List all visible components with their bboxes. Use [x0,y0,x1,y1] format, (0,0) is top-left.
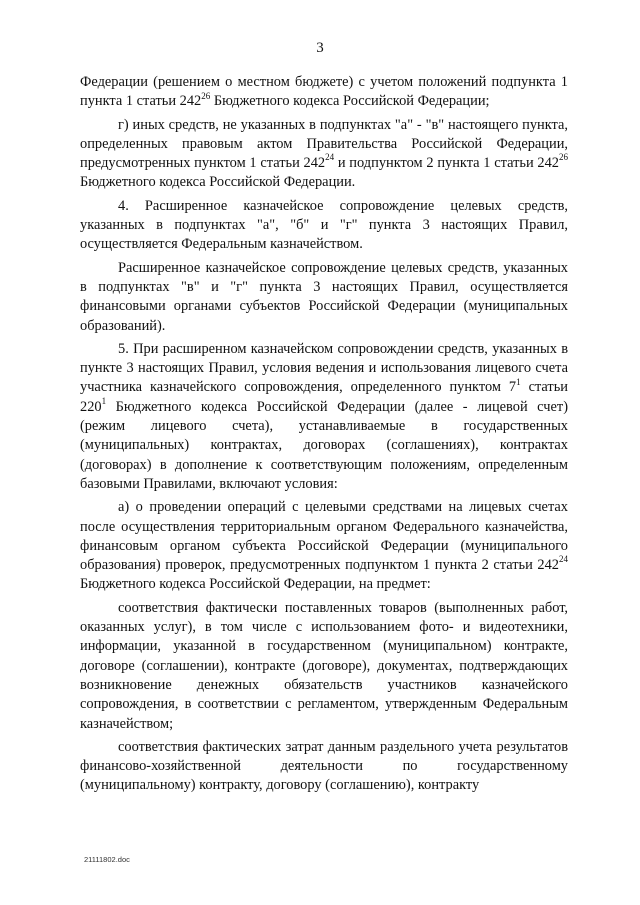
paragraph-compliance-costs: соответствия фактических затрат данным раздельного учета результатов финансово-хозяйственной деятельности по государственному (муниципальному) контракту, договору (соглашению), контракту [80,738,568,794]
paragraph-federation-decision: Федерации (решением о местном бюджете) с учетом положений подпункта 1 пункта 1 статьи $242^{26}$ Бюджетного кодекса Российской Федерации; [80,74,568,110]
paragraph-subitem-g: г) иных средств, не указанных в подпунктах "а" - "в" настоящего пункта, определенных правовым актом Правительства Российской Федерации, предусмотренных пунктом 1 статьи $242^{24}$ и подпунктом 2 пункта 1 статьи $242^{26}$ Бюджетного кодекса Российской Федерации. [80,116,568,191]
file-name-footer: 21111802.doc [84,855,130,864]
document-body [80,73,568,800]
paragraph-item-4-regional: Расширенное казначейское сопровождение целевых средств, указанных в подпунктах "в" и "г" пункта 3 настоящих Правил, осуществляется финансовыми органами субъектов Российской Федерации (муниципальных образований). [80,259,568,334]
paragraph-compliance-goods: соответствия фактически поставленных товаров (выполненных работ, оказанных услуг), в том числе с использованием фото- и видеотехники, информации, указанной в государственном (муниципальном) контракте, договоре (соглашении), контракте (договоре), документах, подтверждающих возникновение денежных обязательств участников казначейского сопровождения, в соответствии с регламентом, утвержденным Федеральным казначейством; [80,599,568,732]
paragraph-subitem-a: а) о проведении операций с целевыми средствами на лицевых счетах после осуществления территориальным органом Федерального казначейства, финансовым органом субъекта Российской Федерации (муниципального образования) проверок, предусмотренных подпунктом 1 пункта 2 статьи $242^{24}$ Бюджетного кодекса Российской Федерации, на предмет: [80,499,568,593]
paragraph-item-5: 5. При расширенном казначейском сопровождении средств, указанных в пункте 3 настоящих Правил, условия ведения и использования лицевого счета участника казначейского сопровождения, определенного пунктом $7^1$ статьи $220^1$ Бюджетного кодекса Российской Федерации (далее - лицевой счет) (режим лицевого счета), устанавливаемые в государственных (муниципальных) контрактах, договорах (соглашениях), контрактах (договорах) в дополнение к соответствующим положениям, определенным базовыми Правилами, включают условия: [80,340,568,492]
page-number: 3 [316,40,324,56]
paragraph-item-4: 4. Расширенное казначейское сопровождение целевых средств, указанных в подпунктах "а", "б" и "г" пункта 3 настоящих Правил, осуществляется Федеральным казначейством. [80,197,568,253]
